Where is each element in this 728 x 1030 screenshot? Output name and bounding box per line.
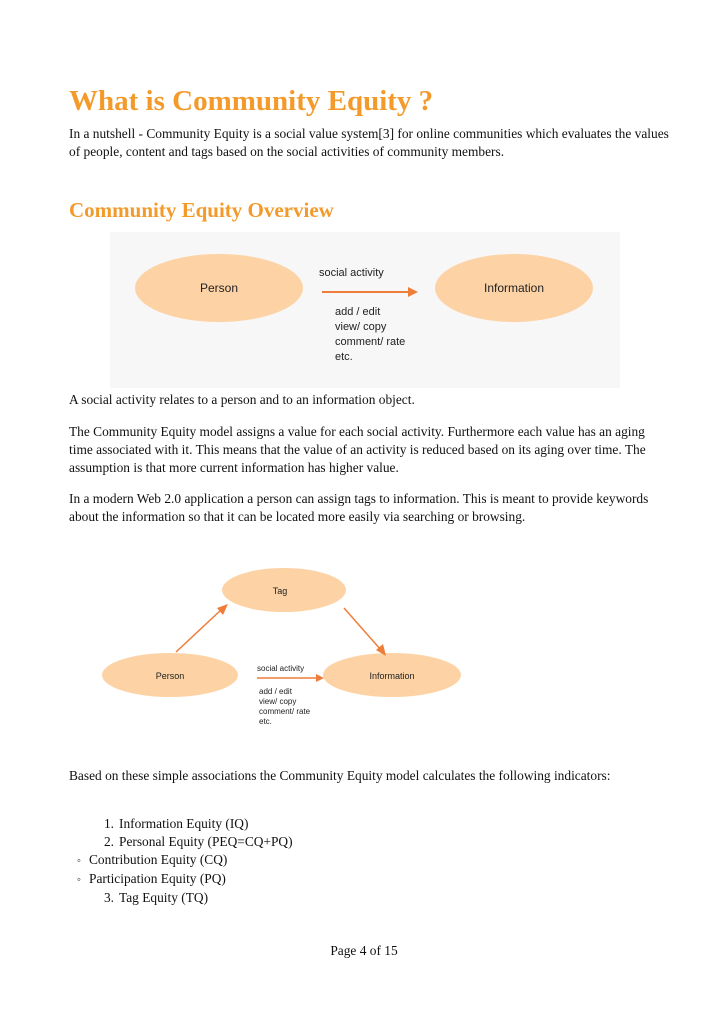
list-item-text: Information Equity (IQ) xyxy=(119,816,249,831)
indicators-paragraph: Based on these simple associations the Community Equity model calculates the following indicators: xyxy=(69,768,611,783)
list-number: 3. xyxy=(103,890,114,905)
information-label: Information xyxy=(369,671,415,681)
activity-item: etc. xyxy=(259,717,272,726)
information-to-tag-arrow xyxy=(344,608,381,650)
list-item-text: Personal Equity (PEQ=CQ+PQ) xyxy=(119,834,293,849)
list-item xyxy=(69,833,669,851)
list-bullet: ◦ xyxy=(77,855,81,867)
person-label: Person xyxy=(155,671,185,681)
list-number: 1. xyxy=(103,816,114,831)
list-item xyxy=(69,889,669,907)
activity-item: add / edit xyxy=(259,687,292,696)
person-to-tag-arrowhead xyxy=(217,604,228,615)
page-title: What is Community Equity ? xyxy=(69,85,434,117)
activity-item: view/ copy xyxy=(335,321,387,333)
overview-heading: Community Equity Overview xyxy=(69,198,334,222)
list-subitem xyxy=(69,851,669,870)
tags-paragraph: In a modern Web 2.0 application a person can assign tags to information. This is meant to provide keywords about the information so that it can be located more easily via searching or browsing. xyxy=(69,491,649,524)
intro-paragraph: In a nutshell - Community Equity is a social value system[3] for online communities which evaluates the values of people, content and tags based on the social activities of community members. xyxy=(69,126,669,159)
person-to-tag-arrow xyxy=(176,609,222,652)
person-label: Person xyxy=(199,281,239,295)
list-bullet: ◦ xyxy=(77,874,81,886)
social-activity-label: social activity xyxy=(319,267,384,279)
list-number: 2. xyxy=(103,834,114,849)
activity-item: view/ copy xyxy=(259,697,297,706)
social-activity-label: social activity xyxy=(257,664,305,673)
activity-item: add / edit xyxy=(335,306,381,318)
tag-label: Tag xyxy=(272,586,288,596)
list-item-text: Tag Equity (TQ) xyxy=(119,890,209,905)
activity-item: comment/ rate xyxy=(335,336,406,348)
list-item xyxy=(69,815,669,833)
relates-paragraph: A social activity relates to a person and to an information object. xyxy=(69,392,415,407)
information-label: Information xyxy=(483,281,545,295)
list-item-text: Contribution Equity (CQ) xyxy=(89,852,228,867)
overview-diagram xyxy=(110,232,620,388)
page-number: Page 4 of 15 xyxy=(330,943,398,958)
activity-item: etc. xyxy=(335,351,353,363)
activity-arrowhead xyxy=(316,674,324,682)
tag-diagram xyxy=(100,562,470,730)
list-item-text: Participation Equity (PQ) xyxy=(89,871,226,886)
model-paragraph: The Community Equity model assigns a value for each social activity. Furthermore each value has an aging time associated with it. This means that the value of an activity is reduced based on its aging over time. The assumption is that more current information has higher value. xyxy=(69,424,646,475)
list-subitem xyxy=(69,870,669,889)
activity-item: comment/ rate xyxy=(259,707,311,716)
indicator-list xyxy=(69,815,669,907)
